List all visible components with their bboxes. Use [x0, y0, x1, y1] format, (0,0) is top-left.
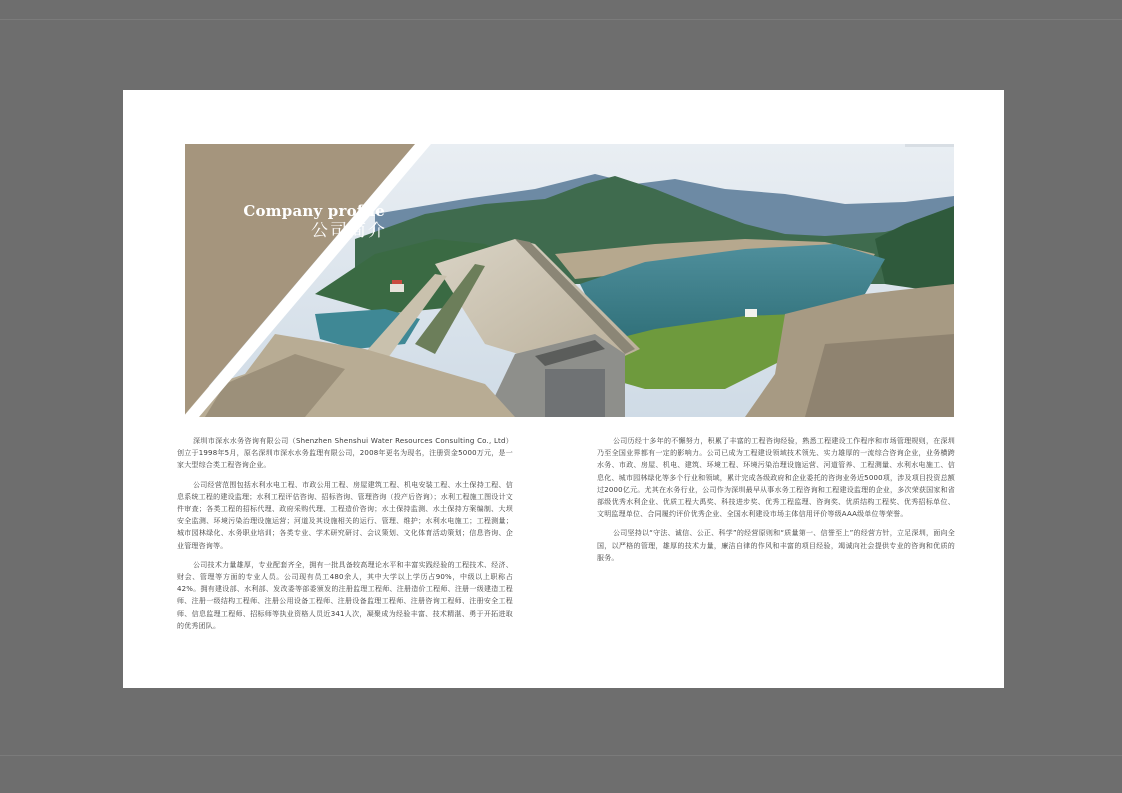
paragraph-experience: 公司历经十多年的不懈努力，积累了丰富的工程咨询经验，熟悉工程建设工作程序和市场管理规则，在深圳乃至全国业界都有一定的影响力。公司已成为工程建设领域技术领先、实力雄厚的一流综合咨询企业，业务横跨水务、市政、房屋、机电、建筑、环境工程、环境污染治理设施运营、河道管养、工程测量、水利水电施工、信息化、城市园林绿化等多个行业和领域，累计完成各级政府和企业委托的咨询业务近5000项，涉及项目投资总额过2000亿元。尤其在水务行业，公司作为深圳最早从事水务工程咨询和工程建设监理的企业，多次荣获国家和省部级优秀水利企业、优质工程大禹奖、科技进步奖、优秀工程监理、咨询奖、优质结构工程奖、优秀招标单位、文明监理单位、合同履约评价优秀企业、全国水利建设市场主体信用评价等级AAA级单位等荣誉。: [597, 437, 955, 519]
paragraph-business-scope: 公司经营范围包括水利水电工程、市政公用工程、房屋建筑工程、机电安装工程、水土保持工程、信息系统工程的建设监理；水利工程评估咨询、招标咨询、管理咨询（投产后咨询）；水利工程施工图设计文件审查；各类工程的招标代理、政府采购代理、工程造价咨询；水土保持监测、水土保持方案编制、大坝安全监测、环境污染治理设施运营；河道及其设施相关的运行、管理、维护；水利水电施工；工程测量；城市园林绿化、水务职业培训；各类专业、学术研究研讨、会议策划、文化体育活动策划；信息咨询、企业管理咨询等。: [177, 480, 513, 550]
reservoir-dam-photo: [185, 144, 954, 417]
hero-banner: [185, 144, 954, 417]
paragraph-technical-strength: 公司技术力量雄厚，专业配套齐全，拥有一批具备较高理论水平和丰富实践经验的工程技术、经济、财会、管理等方面的专业人员。公司现有员工480余人，其中大学以上学历占90%，中级以上职称占42%。拥有建设部、水利部、发改委等部委颁发的注册监理工程师、注册造价工程师、注册一级建造工程师、注册一级结构工程师、注册公用设备工程师、注册设备监理工程师、注册咨询工程师、注册安全工程师、信息监理工程师、招标师等执业资格人员近341人次，凝聚成为经验丰富、技术精湛、勇于开拓进取的优秀团队。: [177, 560, 513, 630]
section-heading: [185, 202, 385, 242]
guide-line-bottom: [0, 755, 1122, 756]
heading-english: Company profile: [243, 202, 385, 220]
heading-chinese: 公司简介: [311, 221, 387, 241]
text-column-right: [597, 435, 955, 571]
paragraph-principles: 公司坚持以“守法、诚信、公正、科学”的经营原则和“质量第一、信誉至上”的经营方针，立足深圳，面向全国，以严格的管理，雄厚的技术力量，廉洁自律的作风和丰富的项目经验，竭诚向社会提供专业的咨询和优质的服务。: [597, 529, 955, 562]
guide-line-top: [0, 19, 1122, 20]
text-column-left: [177, 435, 513, 639]
brochure-page: [123, 90, 1004, 688]
paragraph-intro: 深圳市深水水务咨询有限公司（Shenzhen Shenshui Water Resources Consulting Co., Ltd）创立于1998年5月，原名深圳市深水水务监理有限公司，2008年更名为现名，注册资金5000万元，是一家大型综合类工程咨询企业。: [177, 437, 513, 470]
